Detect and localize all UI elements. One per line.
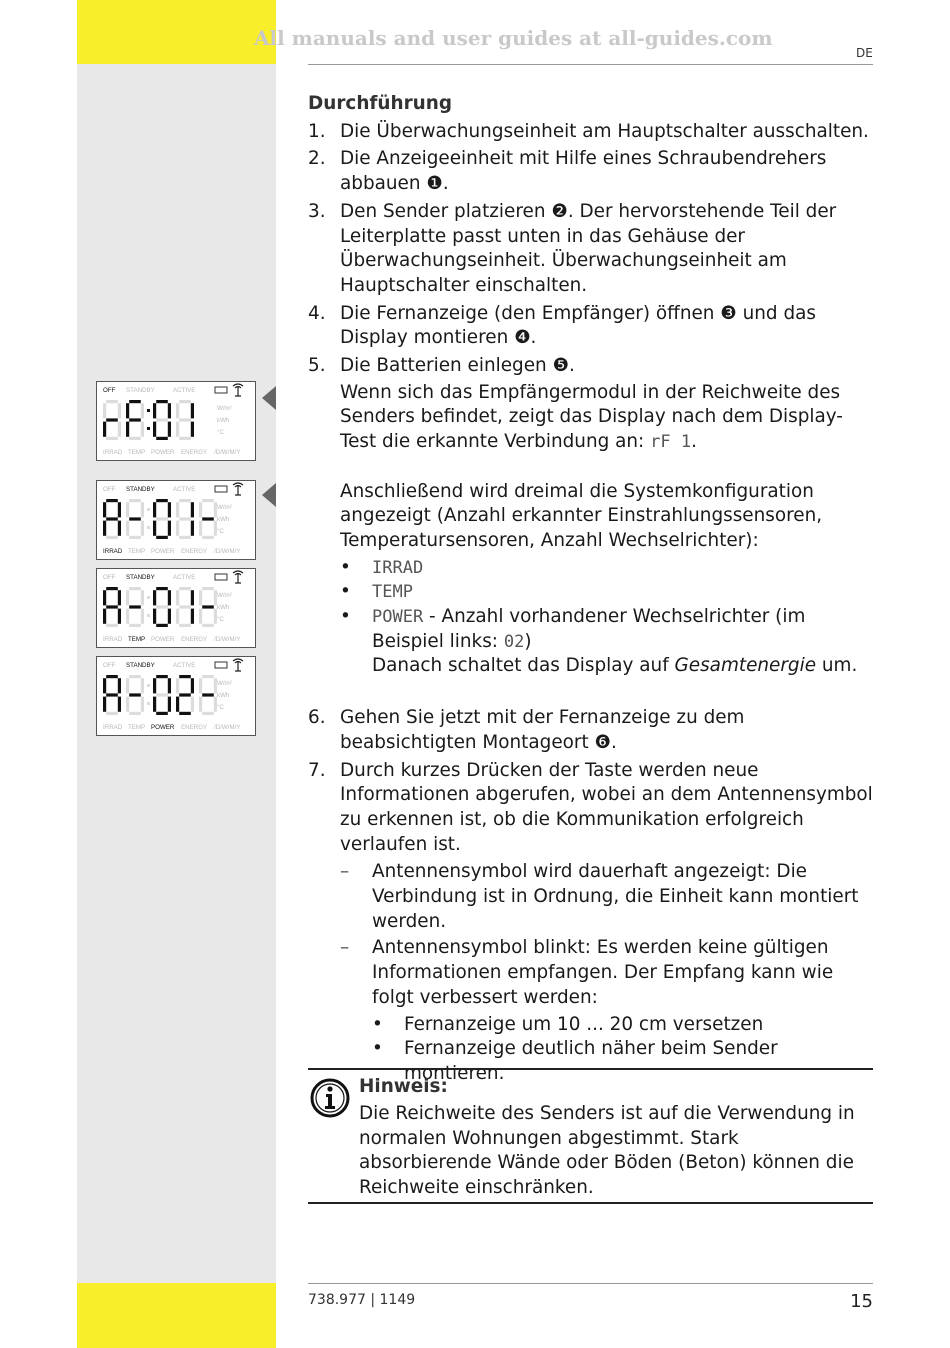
battery-icon [215,574,227,580]
lcd-label-bottom: /D/W/M/Y [214,724,241,731]
lcd-label-bottom: /D/W/M/Y [214,548,241,555]
battery-icon [215,387,227,393]
battery-icon [215,662,227,668]
lcd-label-bottom: TEMP [128,724,146,731]
lcd-label-top: ACTIVE [173,574,196,581]
bullet-power [340,605,873,654]
lcd-label-bottom: ENERGY [181,724,208,731]
footer-rule [308,1283,873,1284]
lcd-label-bottom: TEMP [128,548,146,555]
lcd-digit [126,400,144,440]
step-text: Den Sender platzieren ❷. Der hervorstehende Teil der Leiterplatte passt unten in das Gehäuse der Überwachungseinheit. Überwachungseinheit am Hauptschalter einschalten. [340,200,837,296]
bullet-icon: • [340,556,351,578]
yellow-bar-bottom [77,1283,276,1348]
sub-text: Fernanzeige deutlich näher beim Sender montieren. [404,1038,778,1084]
dash-icon: – [340,861,350,883]
connection-text: Wenn sich das Empfängermodul in der Reichweite des Senders befindet, zeigt das Display nach dem Display-Test die erkannte Verbindung an: [340,381,843,453]
lcd-label-bottom: TEMP [128,636,146,643]
connection-text-end: . [691,431,697,453]
dash-text: Antennensymbol blinkt: Es werden keine gültigen Informationen empfangen. Der Empfang kann wie folgt verbessert werden: [372,937,834,1008]
lcd-digit [176,499,194,539]
config-text: Anschließend wird dreimal die Systemkonfiguration angezeigt (Anzahl erkannter Einstrahlungssensoren, Temperatursensoren, Anzahl Wechselrichter): [340,480,823,551]
step-7 [308,759,873,858]
step-5 [308,354,873,379]
antenna-icon [233,659,243,671]
lcd-digit [103,587,121,627]
lcd-digit [199,675,217,715]
lcd-drawing [97,382,255,460]
lcd-label-top: STANDBY [126,387,155,394]
lcd-label-bottom: POWER [151,548,175,555]
lcd-label-top: OFF [103,486,116,493]
spacer [340,455,873,480]
lcd-digit [153,587,171,627]
lcd-colon [147,684,150,687]
lcd-unit: kWh [217,692,230,699]
lcd-label-top: OFF [103,387,116,394]
lcd-label-top: OFF [103,662,116,669]
bullet-icon: • [340,606,351,628]
bullet-icon: • [340,581,351,603]
lcd-unit: °C [217,528,224,535]
antenna-icon [233,571,243,583]
header-rule [308,64,873,65]
info-icon [310,1078,350,1118]
lcd-display-4 [96,656,256,736]
page-number: 15 [850,1291,873,1312]
lcd-digit [153,675,171,715]
bullet-temp [340,580,873,605]
bullet-end: ) [524,630,532,652]
lcd-digit [176,675,194,715]
step-6 [308,706,873,755]
lcd-unit: °C [217,704,224,711]
lcd-digit [103,400,121,440]
step-number: 5. [308,355,326,377]
step-number: 3. [308,200,326,222]
antenna-icon [233,483,243,495]
lcd-label-top: OFF [103,574,116,581]
step-1 [308,120,873,145]
lcd-digit [103,499,121,539]
lcd-unit: °C [217,616,224,623]
bullet-icon: • [372,1013,383,1035]
lcd-digit [199,499,217,539]
lcd-digit [126,499,144,539]
battery-icon [215,486,227,492]
lcd-digit [103,675,121,715]
lcd-label-bottom: IRRAD [103,724,123,731]
language-code: DE [856,46,873,60]
note-text: Die Reichweite des Senders ist auf die Verwendung in normalen Wohnungen abgestimmt. Stark absorbierende Wände oder Böden (Beton) können die Reichweite einschränken. [359,1103,855,1199]
lcd-label-bottom: POWER [151,724,175,731]
bullet-irrad [340,556,873,581]
lcd-colon [147,508,150,511]
lcd-label-bottom: POWER [151,449,175,456]
lcd-digit [199,587,217,627]
after-text [308,654,873,679]
bullet-code: POWER [372,607,424,628]
antenna-icon [233,384,243,396]
step-text: Durch kurzes Drücken der Taste werden neue Informationen abgerufen, wobei an dem Antennensymbol zu erkennen ist, ob die Kommunikation erfolgreich verlaufen ist. [340,759,873,855]
lcd-drawing [97,657,255,735]
lcd-colon [147,526,150,529]
lcd-colon [147,702,150,705]
lcd-label-top: STANDBY [126,574,155,581]
note-box [308,1068,873,1204]
dash-item-2 [340,936,873,1010]
lcd-label-bottom: ENERGY [181,636,208,643]
lcd-digit [153,400,171,440]
step-text: Die Überwachungseinheit am Hauptschalter ausschalten. [340,120,869,142]
step-4 [308,302,873,351]
step-number: 7. [308,759,326,781]
lcd-label-bottom: IRRAD [103,636,123,643]
main-content [308,92,873,1087]
bullet-icon: • [372,1038,383,1060]
step-text: Die Anzeigeeinheit mit Hilfe eines Schraubendrehers abbauen ❶. [340,148,827,195]
lcd-label-bottom: POWER [151,636,175,643]
lcd-colon [147,614,150,617]
lcd-unit: W/m² [217,405,232,412]
lcd-unit: W/m² [217,504,232,511]
watermark: All manuals and user guides at all-guides.com [254,26,773,50]
step-number: 4. [308,302,326,324]
lcd-digit [176,587,194,627]
lcd-label-bottom: /D/W/M/Y [214,636,241,643]
step-text: Die Fernanzeige (den Empfänger) öffnen ❸ und das Display montieren ❹. [340,302,816,349]
step-2 [308,147,873,196]
section-title: Durchführung [308,93,453,114]
lcd-label-bottom: ENERGY [181,449,208,456]
lcd-unit: W/m² [217,592,232,599]
pointer-arrow-icon [262,483,276,507]
lcd-label-bottom: /D/W/M/Y [214,449,241,456]
lcd-label-top: STANDBY [126,662,155,669]
lcd-label-bottom: IRRAD [103,449,123,456]
lcd-label-bottom: IRRAD [103,548,123,555]
after-text-em: Gesamtenergie [674,655,817,677]
lcd-colon [147,427,150,430]
dash-text: Antennensymbol wird dauerhaft angezeigt: Die Verbindung ist in Ordnung, die Einheit kann montiert werden. [372,861,859,932]
lcd-label-bottom: TEMP [128,449,146,456]
lcd-display-1 [96,381,256,461]
connection-code: rF 1 [650,432,692,453]
lcd-digit [126,587,144,627]
lcd-display-2 [96,480,256,560]
lcd-drawing [97,481,255,559]
yellow-bar-top [77,0,276,64]
lcd-unit: W/m² [217,680,232,687]
lcd-digit [176,400,194,440]
lcd-unit: °C [217,429,224,436]
step-number: 2. [308,148,326,170]
lcd-digit [126,675,144,715]
bullet-code-2: 02 [503,631,525,652]
lcd-label-top: ACTIVE [173,662,196,669]
lcd-label-bottom: ENERGY [181,548,208,555]
lcd-label-top: STANDBY [126,486,155,493]
dash-icon: – [340,937,350,959]
bullet-code: IRRAD [372,557,424,578]
step-7-detail [308,860,873,1086]
lcd-unit: kWh [217,516,230,523]
lcd-unit: kWh [217,604,230,611]
step-number: 6. [308,707,326,729]
lcd-drawing [97,569,255,647]
bullet-text: - Anzahl vorhandener Wechselrichter (im Beispiel links: [372,606,806,652]
sub-item-1 [372,1013,873,1038]
step-5-detail [308,381,873,554]
lcd-display-3 [96,568,256,648]
after-text-pre: Danach schaltet das Display auf [372,655,675,677]
step-text: Gehen Sie jetzt mit der Fernanzeige zu dem beabsichtigten Montageort ❻. [340,707,745,753]
dash-item-1 [340,860,873,934]
step-text: Die Batterien einlegen ❺. [340,355,575,377]
step-3 [308,200,873,299]
lcd-label-top: ACTIVE [173,486,196,493]
after-text-post: um. [816,655,858,677]
document-code: 738.977 | 1149 [308,1292,416,1308]
note-title: Hinweis: [359,1076,448,1097]
pointer-arrow-icon [262,386,276,410]
lcd-colon [147,409,150,412]
lcd-label-top: ACTIVE [173,387,196,394]
step-number: 1. [308,120,326,142]
lcd-unit: kWh [217,417,230,424]
lcd-digit [153,499,171,539]
sub-text: Fernanzeige um 10 ... 20 cm versetzen [404,1013,764,1035]
lcd-colon [147,596,150,599]
bullet-code: TEMP [372,582,413,603]
